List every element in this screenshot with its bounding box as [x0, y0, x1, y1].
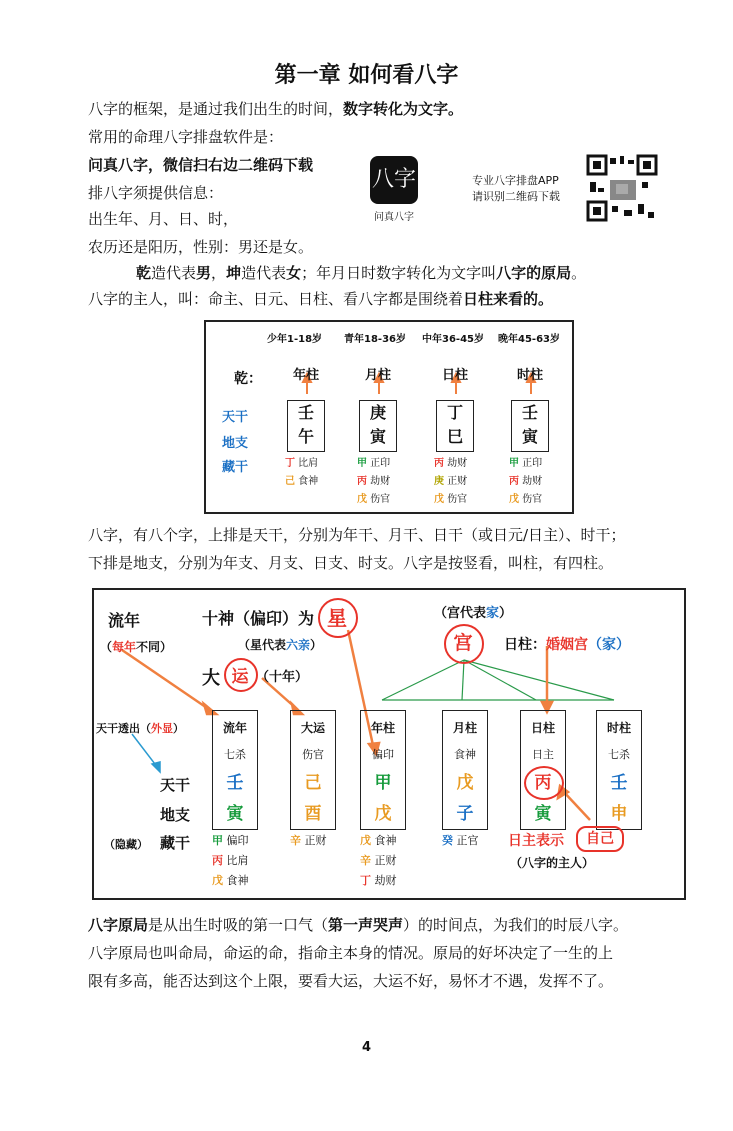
da-char: 大 — [202, 668, 220, 689]
rizhu-stem-circle — [524, 766, 564, 800]
stem-char: 甲 — [374, 773, 392, 793]
qian-label: 乾： — [234, 371, 262, 387]
para3-line-1: 八字原局是从出生时吸的第一口气（第一声哭声）的时间点，为我们的时辰八字。 — [88, 916, 629, 934]
pillar-name: 大运 — [300, 721, 325, 735]
intro-line-6: 农历还是阳历，性别：男还是女。 — [88, 238, 314, 256]
app-logo-icon: 八字 — [370, 156, 418, 204]
hidden-stem-entry: 戊 伤官 — [357, 494, 391, 505]
pillar-header: 时柱 — [516, 368, 543, 383]
tougan-label: 天干透出（外显） — [96, 722, 184, 735]
pillar-header: 年柱 — [292, 368, 319, 383]
ten-god-label: 偏印 — [372, 748, 394, 761]
branch-char: 寅 — [369, 427, 386, 446]
row-label-dizhi: 地支 — [222, 436, 249, 451]
zhuren-label: （八字的主人） — [510, 856, 595, 870]
app-icon-label: 问真八字 — [374, 212, 414, 223]
shishen-label: 十神（偏印）为 — [202, 609, 315, 628]
pillar-cell — [287, 400, 325, 452]
page-number: 4 — [361, 1040, 372, 1055]
branch-char: 申 — [610, 804, 628, 824]
stem-char: 戊 — [456, 773, 474, 793]
yun-char: 运 — [231, 667, 249, 687]
pillar-name: 月柱 — [452, 721, 477, 735]
pillar-name: 日柱 — [530, 721, 555, 735]
hidden-stem-entry: 辛 正财 — [290, 834, 327, 847]
xingdai-label: （星代表六亲） — [238, 638, 323, 652]
pillar-column — [442, 710, 488, 830]
hidden-stem-entry: 丁 劫财 — [360, 874, 397, 887]
branch-char: 寅 — [521, 427, 538, 446]
tiangan-label: 天干 — [160, 776, 191, 794]
rizhu-biaoshi: 日主表示 — [508, 833, 564, 849]
pillar-cell — [359, 400, 397, 452]
gongdai-label: （宫代表家） — [434, 606, 513, 621]
app-promo-2: 请识别二维码下载 — [472, 190, 560, 203]
pillar-column — [212, 710, 258, 830]
age-label-3: 中年36-45岁 — [422, 334, 484, 345]
hidden-stem-entry: 戊 食神 — [212, 874, 249, 887]
yincang-label: （隐藏） — [104, 838, 148, 851]
pillar-cell — [436, 400, 474, 452]
pillar-name: 年柱 — [370, 721, 395, 735]
ziji-box: 自己 — [576, 826, 624, 852]
shinian-label: （十年） — [256, 670, 309, 685]
para3-line-2: 八字原局也叫命局，命运的命，指命主本身的情况。原局的好坏决定了一生的上 — [88, 944, 614, 962]
hidden-stem-entry: 甲 正印 — [357, 458, 391, 469]
para2-line-1: 八字，有八个字，上排是天干，分别为年干、月干、日干（或日元/日主）、时干； — [88, 526, 626, 544]
stem-char: 壬 — [297, 403, 314, 422]
hidden-stem-entry: 癸 正官 — [442, 834, 479, 847]
stem-char: 庚 — [369, 403, 386, 422]
branch-char: 巳 — [446, 427, 463, 446]
row-label-tiangan: 天干 — [222, 410, 249, 425]
age-label-1: 少年1-18岁 — [267, 334, 323, 345]
branch-char: 寅 — [534, 804, 552, 824]
intro-line-4: 排八字须提供信息： — [88, 184, 224, 202]
ten-god-label: 日主 — [532, 748, 554, 761]
ten-god-label: 食神 — [454, 748, 476, 761]
dizhi-label: 地支 — [160, 806, 191, 824]
hidden-stem-entry: 丙 比肩 — [212, 854, 249, 867]
pillar-header: 日柱 — [441, 368, 468, 383]
pillar-header: 月柱 — [364, 368, 391, 383]
hidden-stem-entry: 戊 伤官 — [434, 494, 468, 505]
pillar-column — [290, 710, 336, 830]
para3-line-3: 限有多高，能否达到这个上限，要看大运，大运不好，易怀才不遇，发挥不了。 — [88, 972, 614, 990]
qr-code-icon[interactable] — [586, 154, 658, 222]
liunian-sub: （每年不同） — [100, 640, 173, 654]
ten-god-label: 七杀 — [608, 748, 630, 761]
stem-char: 丁 — [446, 403, 463, 422]
hidden-stem-entry: 庚 正财 — [434, 476, 468, 487]
branch-char: 子 — [456, 804, 474, 824]
stem-char: 壬 — [521, 403, 538, 422]
intro-line-5: 出生年、月、日、时， — [88, 210, 239, 228]
hidden-stem-entry: 己 食神 — [285, 476, 319, 487]
xing-char: 星 — [327, 606, 347, 630]
stem-char: 己 — [304, 773, 322, 793]
ten-god-label: 七杀 — [224, 748, 246, 761]
age-label-2: 青年18-36岁 — [344, 334, 406, 345]
page-title: 第一章 如何看八字 — [274, 63, 459, 88]
branch-char: 午 — [297, 427, 314, 446]
pillar-name: 流年 — [222, 721, 247, 735]
hidden-stem-entry: 甲 正印 — [509, 458, 543, 469]
branch-char: 寅 — [226, 804, 244, 824]
intro-line-2: 常用的命理八字排盘软件是： — [88, 128, 284, 146]
hidden-stem-entry: 甲 偏印 — [212, 834, 249, 847]
rizhu-label: 日柱：婚姻宫（家） — [504, 637, 630, 653]
hidden-stem-entry: 丙 劫财 — [357, 476, 391, 487]
branch-char: 酉 — [304, 804, 322, 824]
pillar-cell — [511, 400, 549, 452]
pillar-column — [596, 710, 642, 830]
canggan-label: 藏干 — [160, 834, 191, 852]
stem-char: 丙 — [534, 773, 552, 793]
ten-god-label: 伤官 — [302, 748, 324, 761]
hidden-stem-entry: 丙 劫财 — [434, 458, 468, 469]
intro-line-1: 八字的框架，是通过我们出生的时间，数字转化为文字。 — [88, 100, 464, 118]
age-label-4: 晚年45-63岁 — [498, 334, 560, 345]
hidden-stem-entry: 丁 比肩 — [285, 458, 319, 469]
stem-char: 壬 — [226, 773, 244, 793]
intro-line-3: 问真八字，微信扫右边二维码下载 — [88, 156, 314, 174]
branch-char: 戊 — [374, 804, 392, 824]
intro-line-8: 八字的主人，叫：命主、日元、日柱、看八字都是围绕着日柱来看的。 — [88, 290, 554, 308]
stem-char: 壬 — [610, 773, 628, 793]
hidden-stem-entry: 丙 劫财 — [509, 476, 543, 487]
liunian-label: 流年 — [108, 611, 141, 630]
hidden-stem-entry: 戊 食神 — [360, 834, 397, 847]
app-promo-1: 专业八字排盘APP — [472, 174, 559, 187]
row-label-canggan: 藏干 — [222, 460, 249, 475]
pillar-column — [360, 710, 406, 830]
hidden-stem-entry: 戊 伤官 — [509, 494, 543, 505]
gong-char: 宫 — [453, 632, 473, 654]
para2-line-2: 下排是地支，分别为年支、月支、日支、时支。八字是按竖看，叫柱，有四柱。 — [88, 554, 614, 572]
intro-line-7: 乾造代表男，坤造代表女；年月日时数字转化为文字叫八字的原局。 — [136, 264, 587, 282]
hidden-stem-entry: 辛 正财 — [360, 854, 397, 867]
pillar-name: 时柱 — [606, 721, 631, 735]
